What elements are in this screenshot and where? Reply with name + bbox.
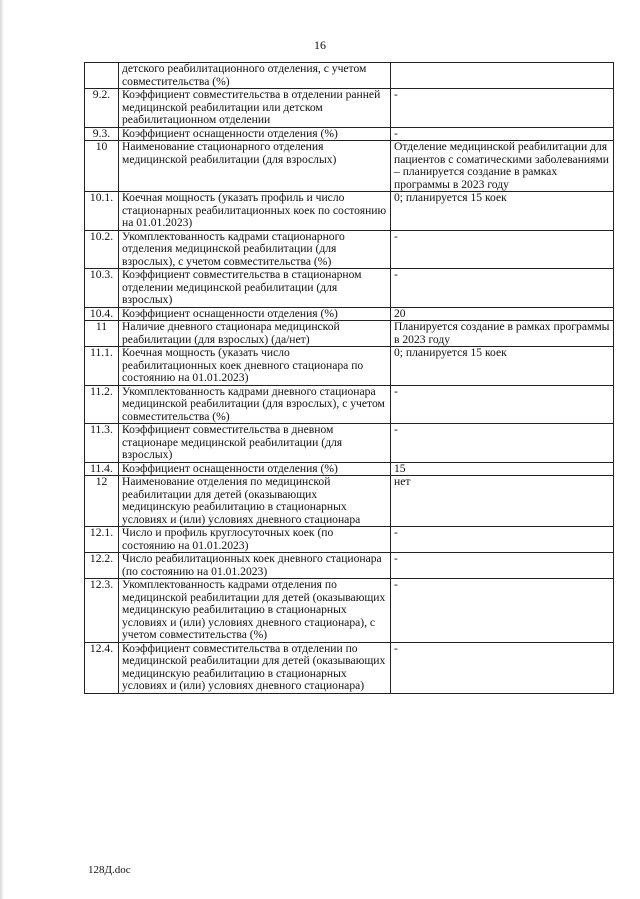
table-row [85, 527, 614, 553]
table-row [85, 424, 614, 463]
row-number: 11.1. [85, 347, 119, 386]
table-row [85, 89, 614, 128]
row-number: 11 [85, 321, 119, 347]
row-indicator: Укомплектованность кадрами стационарного отделения медицинской реабилитации (для взрослых), с учетом совместительства (%) [119, 230, 391, 269]
table-row [85, 476, 614, 527]
table-body [85, 63, 614, 694]
row-number: 12.3. [85, 579, 119, 643]
row-number: 9.2. [85, 89, 119, 128]
row-value: - [391, 385, 614, 424]
table-row [85, 127, 614, 141]
document-table [84, 62, 614, 694]
row-value: - [391, 579, 614, 643]
row-value: - [391, 89, 614, 128]
table-row [85, 192, 614, 231]
row-number: 10.1. [85, 192, 119, 231]
row-number: 10.2. [85, 230, 119, 269]
row-number: 12.4. [85, 642, 119, 693]
row-value: 15 [391, 462, 614, 476]
row-value: Планируется создание в рамках программы в 2023 году [391, 321, 614, 347]
row-value: 0; планируется 15 коек [391, 347, 614, 386]
row-indicator: Коэффициент оснащенности отделения (%) [119, 462, 391, 476]
row-indicator: Наличие дневного стационара медицинской реабилитации (для взрослых) (да/нет) [119, 321, 391, 347]
page-number: 16 [314, 38, 326, 52]
row-number: 12.1. [85, 527, 119, 553]
row-indicator: Коэффициент оснащенности отделения (%) [119, 127, 391, 141]
table-row [85, 553, 614, 579]
row-indicator: Коэффициент оснащенности отделения (%) [119, 307, 391, 321]
row-indicator: Коэффициент совместительства в стационарном отделении медицинской реабилитации (для взрослых) [119, 269, 391, 308]
row-number: 12.2. [85, 553, 119, 579]
table-row [85, 579, 614, 643]
row-value: 20 [391, 307, 614, 321]
table-row [85, 462, 614, 476]
row-indicator: детского реабилитационного отделения, с учетом совместительства (%) [119, 63, 391, 89]
row-value: - [391, 642, 614, 693]
row-value: - [391, 553, 614, 579]
table-row [85, 347, 614, 386]
row-indicator: Укомплектованность кадрами отделения по медицинской реабилитации для детей (оказывающих медицинскую реабилитацию в стационарных условиях и (или) условиях дневного стационара), с учетом совместительства (%) [119, 579, 391, 643]
row-number: 11.3. [85, 424, 119, 463]
row-indicator: Наименование отделения по медицинской реабилитации для детей (оказывающих медицинскую реабилитацию в стационарных условиях и (или) условиях дневного стационара [119, 476, 391, 527]
row-value [391, 63, 614, 89]
row-number: 10.4. [85, 307, 119, 321]
row-number: 12 [85, 476, 119, 527]
row-indicator: Число и профиль круглосуточных коек (по состоянию на 01.01.2023) [119, 527, 391, 553]
row-indicator: Наименование стационарного отделения медицинской реабилитации (для взрослых) [119, 141, 391, 192]
row-number: 10.3. [85, 269, 119, 308]
table-row [85, 63, 614, 89]
row-number: 9.3. [85, 127, 119, 141]
row-value: - [391, 230, 614, 269]
table-row [85, 269, 614, 308]
row-value: - [391, 269, 614, 308]
row-value: - [391, 424, 614, 463]
row-value: - [391, 127, 614, 141]
row-number: 11.2. [85, 385, 119, 424]
footer-filename: 128Д.doc [88, 864, 131, 876]
table-row [85, 230, 614, 269]
row-number [85, 63, 119, 89]
row-number: 10 [85, 141, 119, 192]
row-indicator: Коечная мощность (указать число реабилитационных коек дневного стационара по состоянию на 01.01.2023) [119, 347, 391, 386]
row-indicator: Коэффициент совместительства в отделении ранней медицинской реабилитации или детском реабилитационном отделении [119, 89, 391, 128]
row-value: нет [391, 476, 614, 527]
table-row [85, 385, 614, 424]
table-row [85, 321, 614, 347]
row-indicator: Коэффициент совместительства в отделении по медицинской реабилитации для детей (оказывающих медицинскую реабилитацию в стационарных условиях и (или) условиях дневного стационара) [119, 642, 391, 693]
row-number: 11.4. [85, 462, 119, 476]
table-row [85, 141, 614, 192]
row-indicator: Число реабилитационных коек дневного стационара (по состоянию на 01.01.2023) [119, 553, 391, 579]
table-row [85, 642, 614, 693]
row-indicator: Коечная мощность (указать профиль и число стационарных реабилитационных коек по состоянию на 01.01.2023) [119, 192, 391, 231]
row-indicator: Коэффициент совместительства в дневном стационаре медицинской реабилитации (для взрослых) [119, 424, 391, 463]
row-value: - [391, 527, 614, 553]
row-value: 0; планируется 15 коек [391, 192, 614, 231]
row-value: Отделение медицинской реабилитации для пациентов с соматическими заболеваниями – планируется создание в рамках программы в 2023 году [391, 141, 614, 192]
page-edge [0, 0, 4, 899]
row-indicator: Укомплектованность кадрами дневного стационара медицинской реабилитации (для взрослых), с учетом совместительства (%) [119, 385, 391, 424]
table-row [85, 307, 614, 321]
